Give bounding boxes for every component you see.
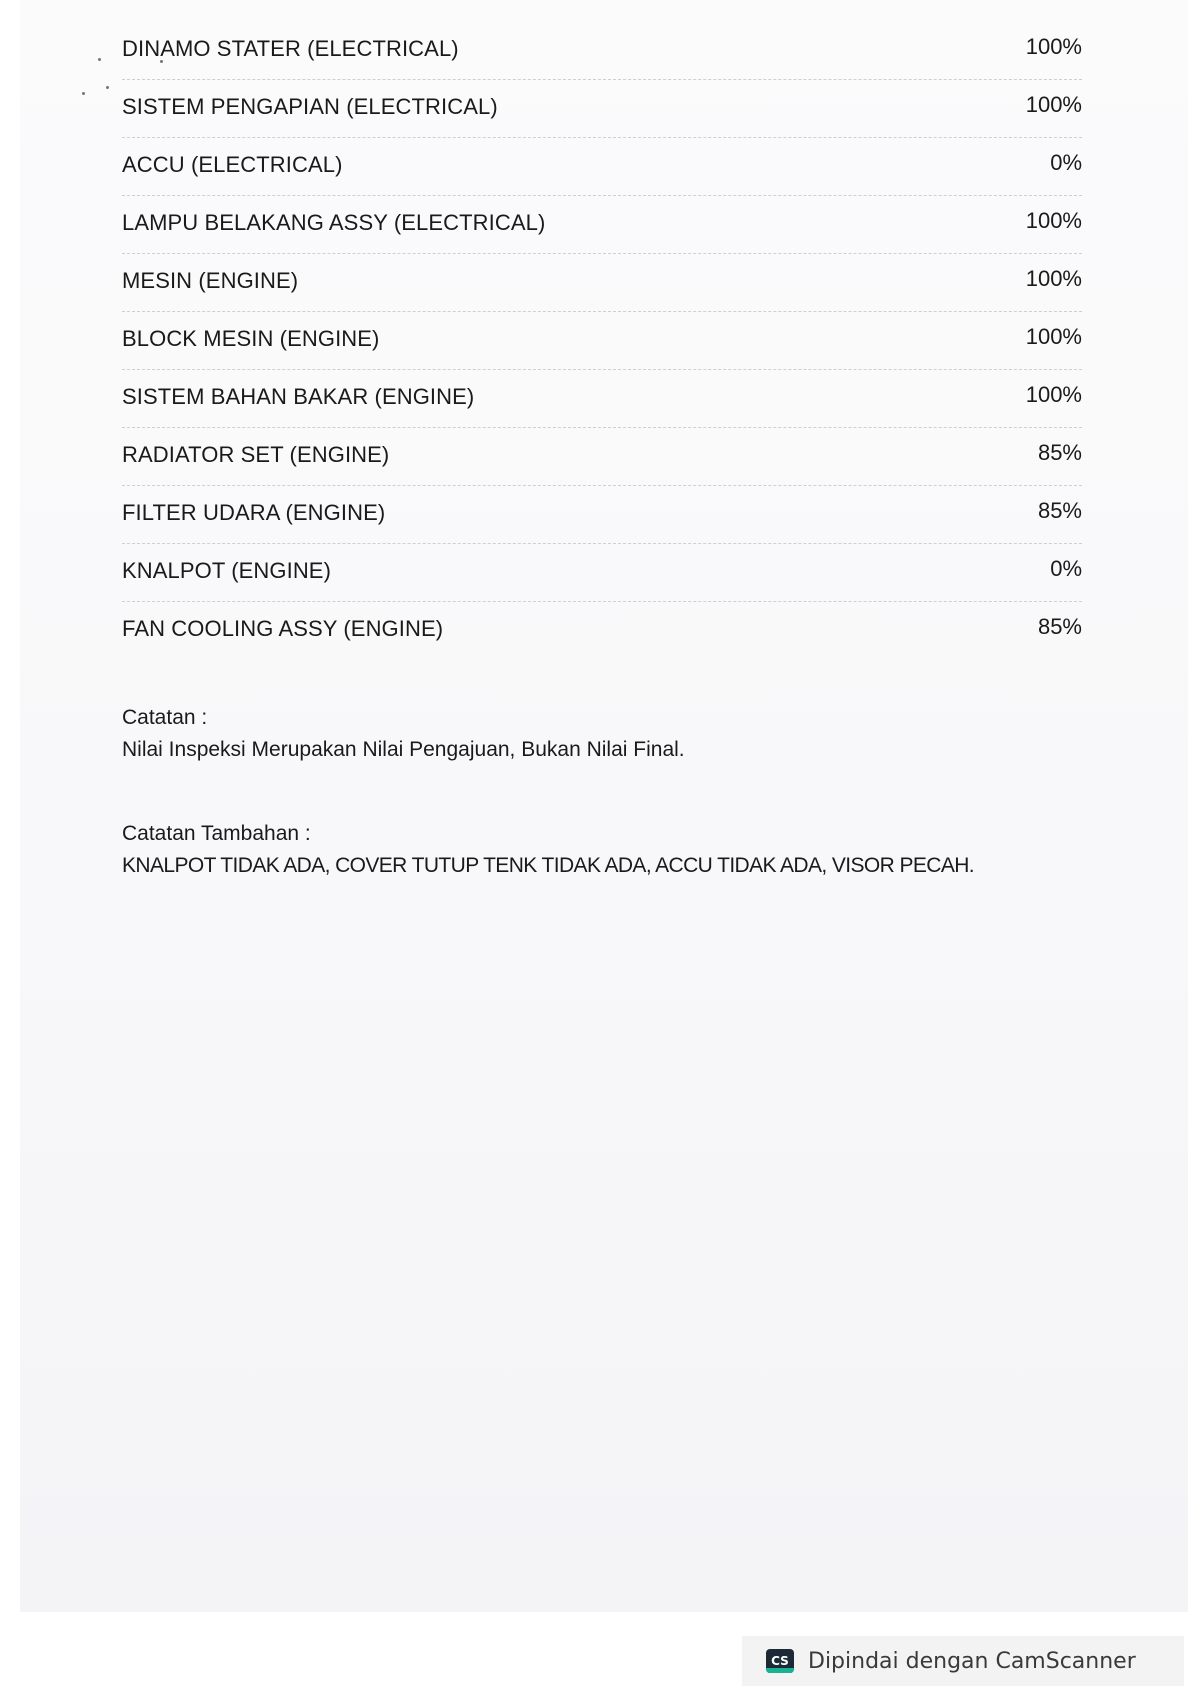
scan-speck [82,92,85,95]
item-value: 0% [1050,556,1082,581]
inspection-item-row [122,254,1082,312]
catatan-tambahan-block [122,818,1102,882]
camscanner-logo-icon: CS [766,1649,794,1673]
catatan-block [122,702,1102,766]
catatan-tambahan-text: KNALPOT TIDAK ADA, COVER TUTUP TENK TIDAK ADA, ACCU TIDAK ADA, VISOR PECAH. [122,854,975,877]
item-label: SISTEM BAHAN BAKAR (ENGINE) [122,384,475,409]
catatan-heading: Catatan : [122,706,208,729]
item-label: RADIATOR SET (ENGINE) [122,442,390,467]
item-value: 100% [1025,34,1082,59]
scan-speck [98,58,101,61]
inspection-item-row [122,544,1082,602]
item-value: 100% [1025,266,1082,291]
scan-speck [106,86,109,89]
item-value: 100% [1025,92,1082,117]
inspection-item-row [122,486,1082,544]
item-label: LAMPU BELAKANG ASSY (ELECTRICAL) [122,210,546,235]
item-label: BLOCK MESIN (ENGINE) [122,326,380,351]
item-label: SISTEM PENGAPIAN (ELECTRICAL) [122,94,498,119]
catatan-tambahan-heading: Catatan Tambahan : [122,822,311,845]
item-value: 100% [1025,208,1082,233]
inspection-item-row [122,312,1082,370]
item-value: 0% [1050,150,1082,175]
inspection-item-row [122,602,1082,660]
notes-section [122,702,1102,934]
camscanner-text: Dipindai dengan CamScanner [808,1648,1136,1674]
item-value: 85% [1037,498,1082,523]
item-label: DINAMO STATER (ELECTRICAL) [122,36,459,61]
inspection-item-row [122,196,1082,254]
item-value: 85% [1037,440,1082,465]
inspection-items-list [122,22,1082,660]
item-label: FILTER UDARA (ENGINE) [122,500,386,525]
catatan-text: Nilai Inspeksi Merupakan Nilai Pengajuan, Bukan Nilai Final. [122,738,685,761]
inspection-item-row [122,428,1082,486]
inspection-item-row [122,138,1082,196]
inspection-item-row [122,22,1082,80]
inspection-item-row [122,370,1082,428]
item-label: MESIN (ENGINE) [122,268,299,293]
item-label: KNALPOT (ENGINE) [122,558,332,583]
camscanner-watermark [742,1636,1184,1686]
item-label: ACCU (ELECTRICAL) [122,152,343,177]
inspection-item-row [122,80,1082,138]
item-value: 100% [1025,324,1082,349]
item-label: FAN COOLING ASSY (ENGINE) [122,616,444,641]
item-value: 100% [1025,382,1082,407]
item-value: 85% [1037,614,1082,639]
